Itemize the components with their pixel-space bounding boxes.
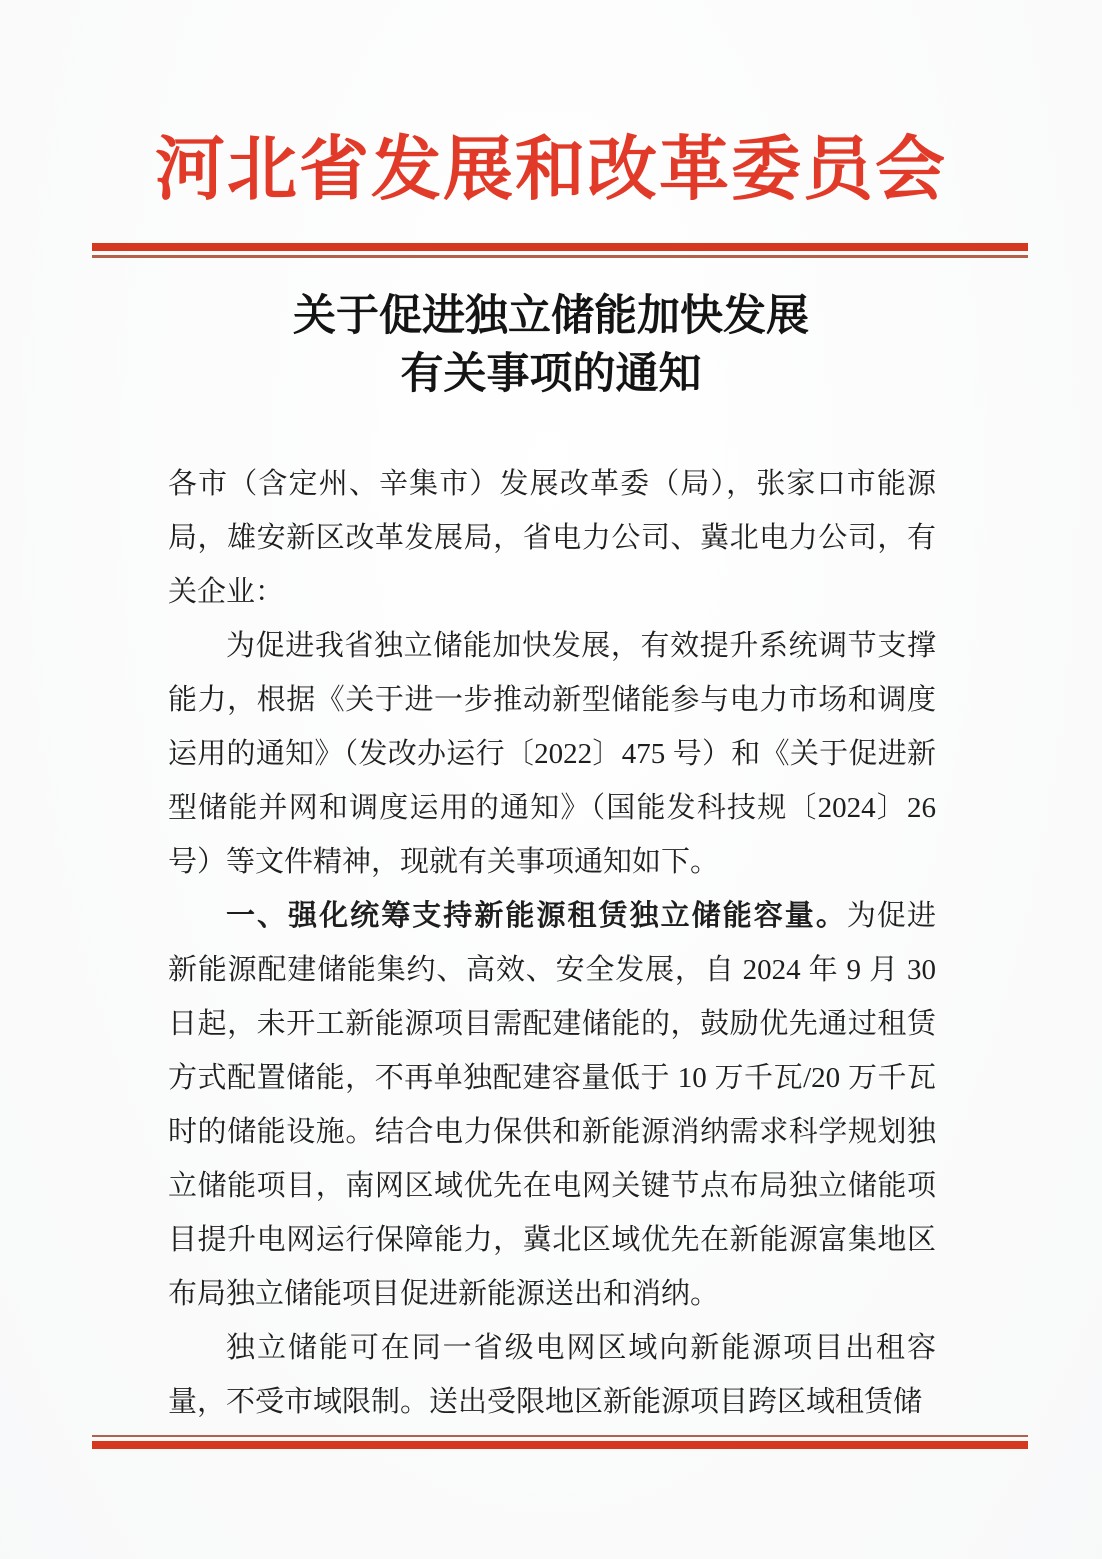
footer-divider-thin (92, 1435, 1028, 1437)
intro-paragraph: 为促进我省独立储能加快发展，有效提升系统调节支撑能力，根据《关于进一步推动新型储能参与电力市场和调度运用的通知》（发改办运行〔2022〕475 号）和《关于促进新型储能并网和调度运用的通知》（国能发科技规〔2024〕26 号）等文件精神，现就有关事项通知如下。 (168, 630, 936, 878)
document-content (168, 457, 936, 1429)
recipients-paragraph: 各市（含定州、辛集市）发展改革委（局），张家口市能源局，雄安新区改革发展局，省电力公司、冀北电力公司，有关企业： (168, 468, 936, 608)
document-title-line1: 关于促进独立储能加快发展 (293, 293, 809, 340)
section-1-heading: 一、强化统筹支持新能源租赁独立储能容量。 (226, 900, 847, 932)
leasing-paragraph: 独立储能可在同一省级电网区域向新能源项目出租容量，不受市域限制。送出受限地区新能源项目跨区域租赁储 (168, 1332, 936, 1418)
header-divider-thick (92, 243, 1028, 251)
document-title-line2: 有关事项的通知 (400, 351, 702, 398)
agency-name: 河北省发展和改革委员会 (155, 132, 947, 209)
header-divider-thin (92, 255, 1028, 258)
footer-divider-thick (92, 1441, 1028, 1449)
section-1-body-text: 为促进新能源配建储能集约、高效、安全发展，自 2024 年 9 月 30 日起，未开工新能源项目需配建储能的，鼓励优先通过租赁方式配置储能，不再单独配建容量低于 10 万千瓦/20 万千瓦时的储能设施。结合电力保供和新能源消纳需求科学规划独立储能项目，南网区域优先在电网关键节点布局独立储能项目提升电网运行保障能力，冀北区域优先在新能源富集地区布局独立储能项目促进新能源送出和消纳。 (168, 900, 936, 1310)
document-title (0, 288, 1102, 404)
section-1-paragraph (168, 889, 936, 1321)
